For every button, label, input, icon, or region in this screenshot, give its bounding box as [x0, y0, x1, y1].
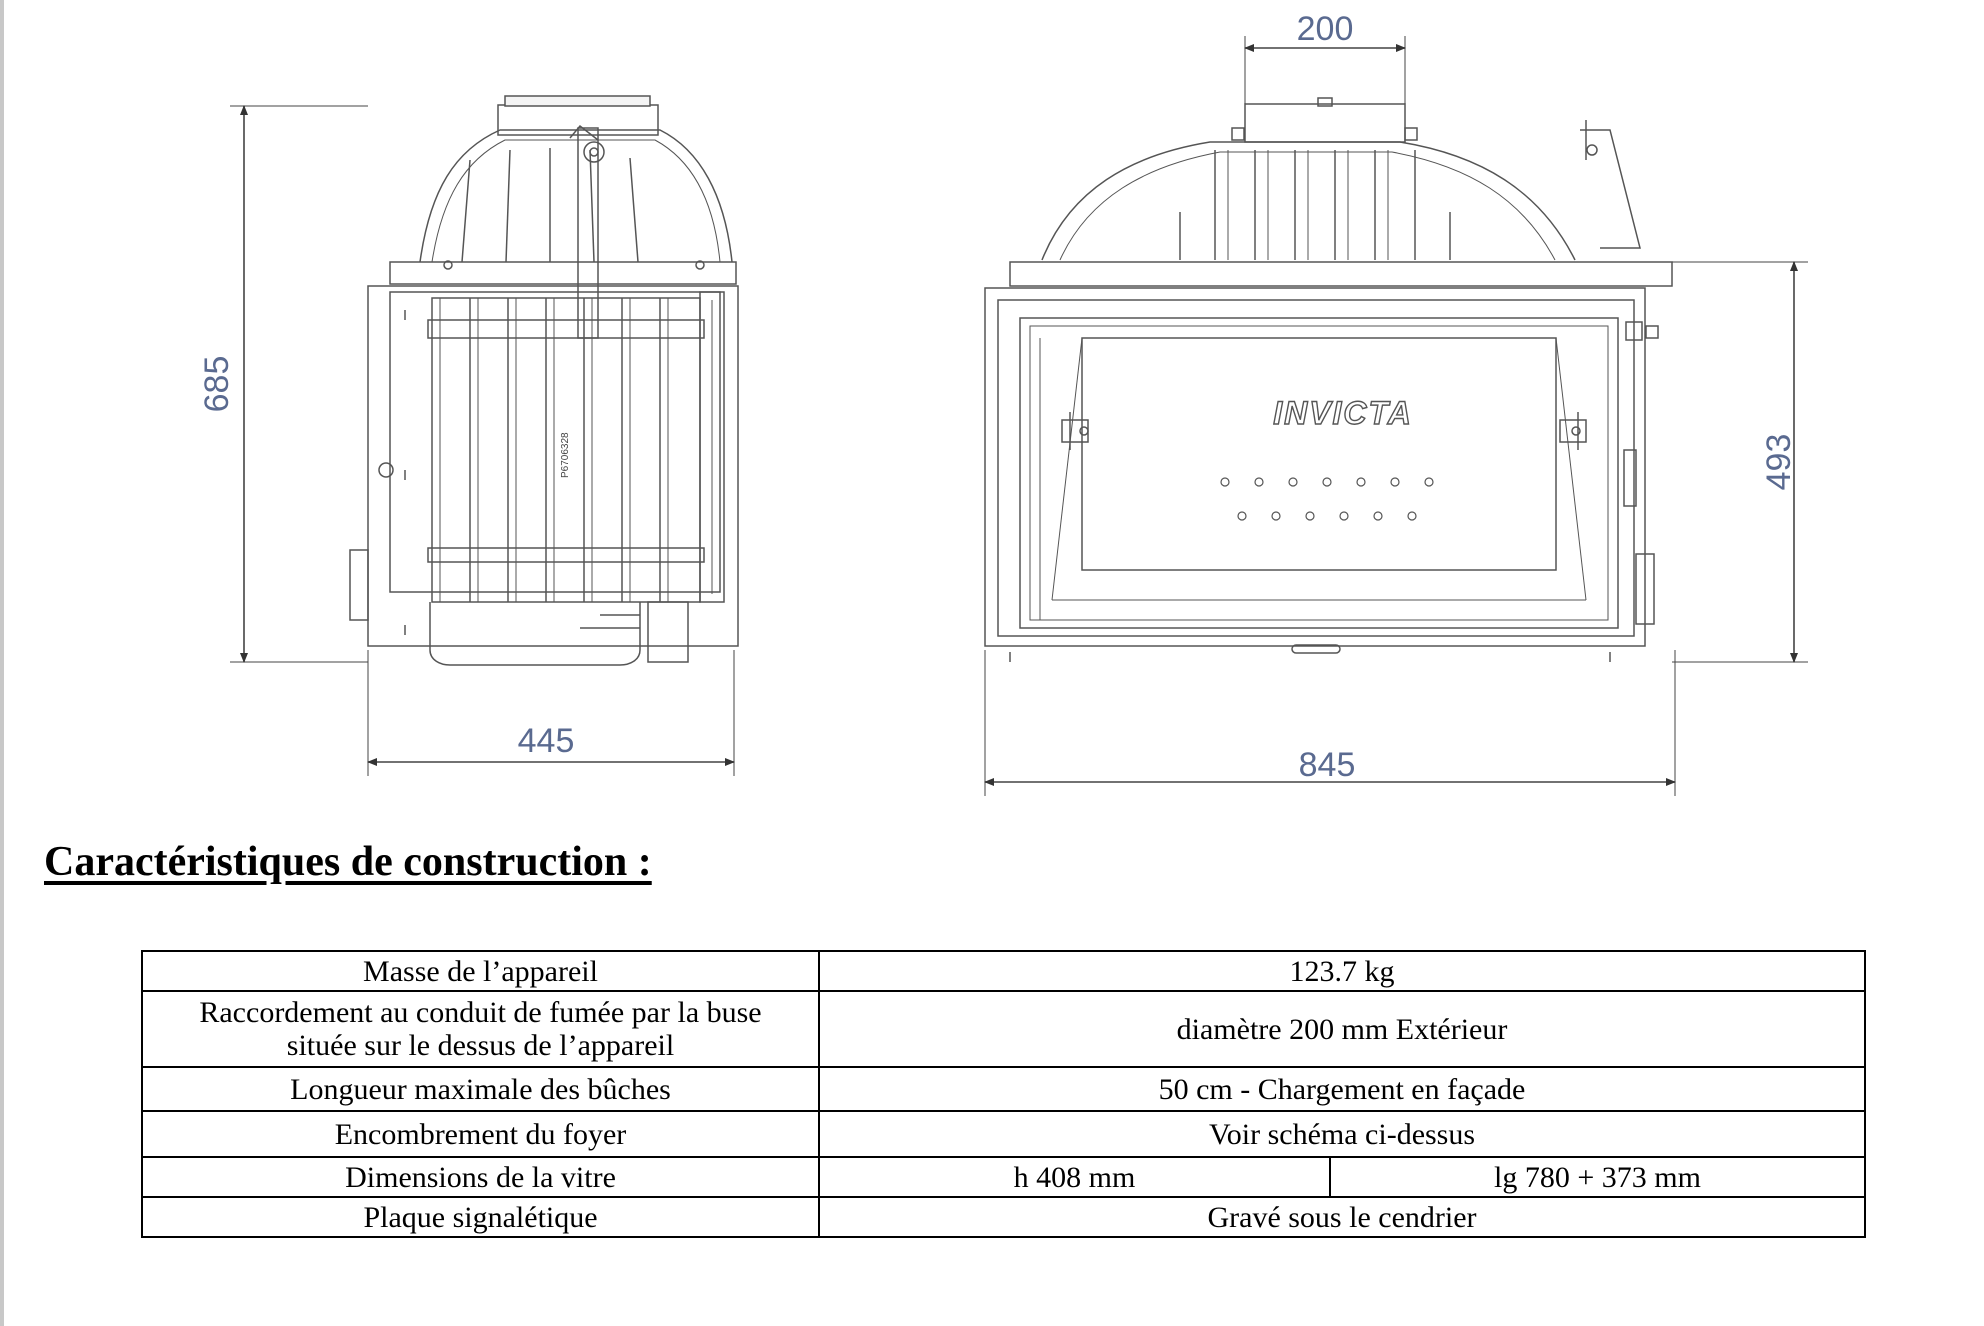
table-row [142, 1157, 1865, 1197]
spec-label: Longueur maximale des bûches [142, 1067, 819, 1111]
front-view-holes [1221, 478, 1433, 520]
table-row [142, 991, 1865, 1067]
dimension-flue: 200 [1296, 10, 1354, 48]
spec-label: Encombrement du foyer [142, 1111, 819, 1157]
table-row [142, 1197, 1865, 1237]
serial-number: P6706328 [560, 432, 571, 478]
brand-logo: INVICTA [1273, 395, 1413, 431]
spec-label: Plaque signalétique [142, 1197, 819, 1237]
dimension-front-height: 493 [1760, 433, 1798, 491]
front-view [985, 98, 1672, 662]
side-dimension-lines [230, 106, 734, 776]
dimension-front-width: 845 [1298, 746, 1356, 784]
spec-value-height: h 408 mm [819, 1157, 1330, 1197]
table-row [142, 1111, 1865, 1157]
spec-value: Gravé sous le cendrier [819, 1197, 1865, 1237]
spec-value: Voir schéma ci-dessus [819, 1111, 1865, 1157]
spec-label: Masse de l’appareil [142, 951, 819, 991]
spec-value: 123.7 kg [819, 951, 1865, 991]
spec-label: Dimensions de la vitre [142, 1157, 819, 1197]
spec-table [141, 950, 1866, 1238]
spec-value-width: lg 780 + 373 mm [1330, 1157, 1865, 1197]
section-title: Caractéristiques de construction : [44, 839, 652, 885]
dimension-side-height: 685 [198, 355, 236, 413]
spec-value: 50 cm - Chargement en façade [819, 1067, 1865, 1111]
spec-label-line: Raccordement au conduit de fumée par la buse [199, 996, 762, 1029]
dimension-side-width: 445 [517, 722, 575, 760]
spec-value: diamètre 200 mm Extérieur [819, 991, 1865, 1067]
spec-label-line: située sur le dessus de l’appareil [286, 1029, 675, 1062]
side-view [350, 96, 738, 665]
table-row [142, 1067, 1865, 1111]
spec-label [142, 991, 819, 1067]
table-row [142, 951, 1865, 991]
